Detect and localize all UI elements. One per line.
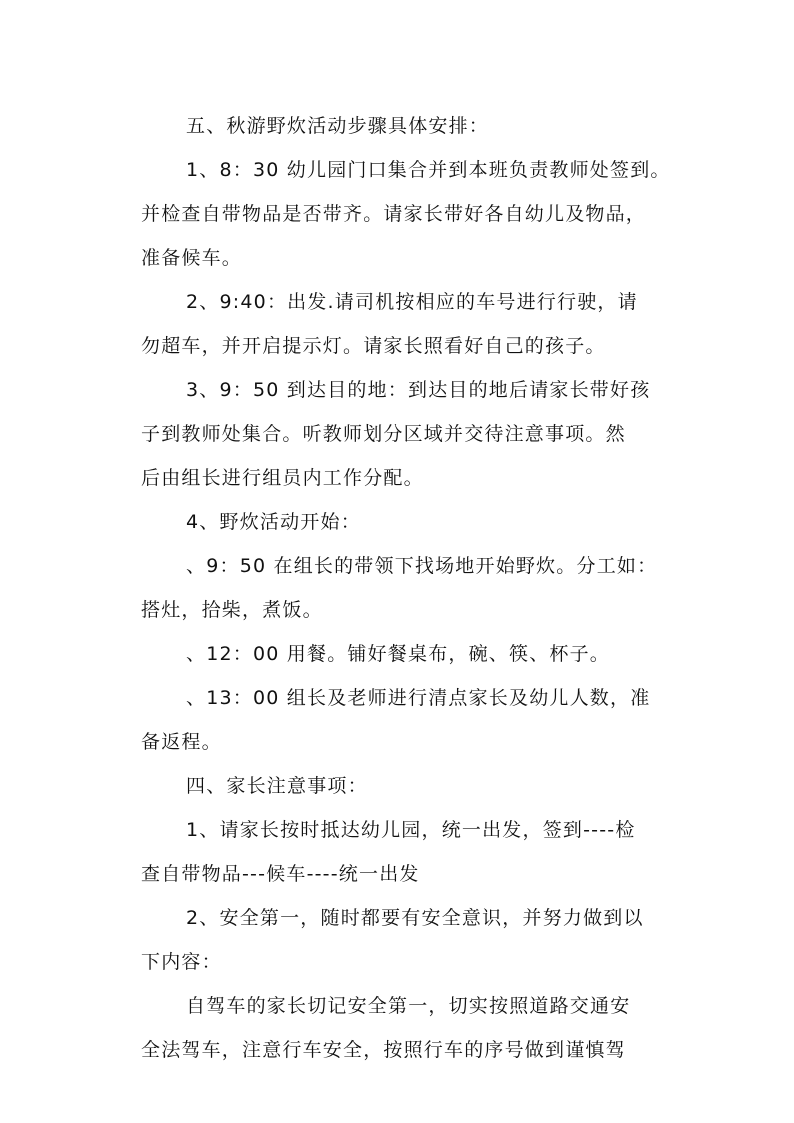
step-3-line-1: 3、9：50 到达目的地：到达目的地后请家长带好孩 [186,379,651,401]
section-five-heading: 五、秋游野炊活动步骤具体安排： [186,115,490,137]
step-3-line-3: 后由组长进行组员内工作分配。 [141,467,424,489]
notice-3-line-2: 全法驾车，注意行车安全，按照行车的序号做到谨慎驾 [141,1039,626,1061]
step-4-item-1-line-1: 、9：50 在组长的带领下找场地开始野炊。分工如： [186,555,658,577]
step-2-line-2: 勿超车，并开启提示灯。请家长照看好自己的孩子。 [141,335,606,357]
step-4-heading: 4、野炊活动开始： [186,511,361,533]
step-1-line-1: 1、8：30 幼儿园门口集合并到本班负责教师处签到。 [186,159,671,181]
step-1-line-3: 准备候车。 [141,247,243,269]
notice-1-line-1: 1、请家长按时抵达幼儿园，统一出发，签到----检 [186,819,636,841]
step-4-item-1-line-2: 搭灶，拾柴，煮饭。 [141,599,323,621]
step-1-line-2: 并检查自带物品是否带齐。请家长带好各自幼儿及物品， [141,203,647,225]
notice-2-line-1: 2、安全第一，随时都要有安全意识，并努力做到以 [186,907,644,929]
step-2-line-1: 2、9:40：出发.请司机按相应的车号进行行驶，请 [186,291,638,313]
step-4-item-3-line-1: 、13：00 组长及老师进行清点家长及幼儿人数，准 [186,687,651,709]
step-4-item-2: 、12：00 用餐。铺好餐桌布，碗、筷、杯子。 [186,643,610,665]
step-3-line-2: 子到教师处集合。听教师划分区域并交待注意事项。然 [141,423,626,445]
section-four-heading: 四、家长注意事项： [186,775,368,797]
notice-3-line-1: 自驾车的家长切记安全第一，切实按照道路交通安 [186,995,631,1017]
step-4-item-3-line-2: 备返程。 [141,731,222,753]
notice-1-line-2: 查自带物品---候车----统一出发 [141,863,420,885]
notice-2-line-2: 下内容： [141,951,222,973]
